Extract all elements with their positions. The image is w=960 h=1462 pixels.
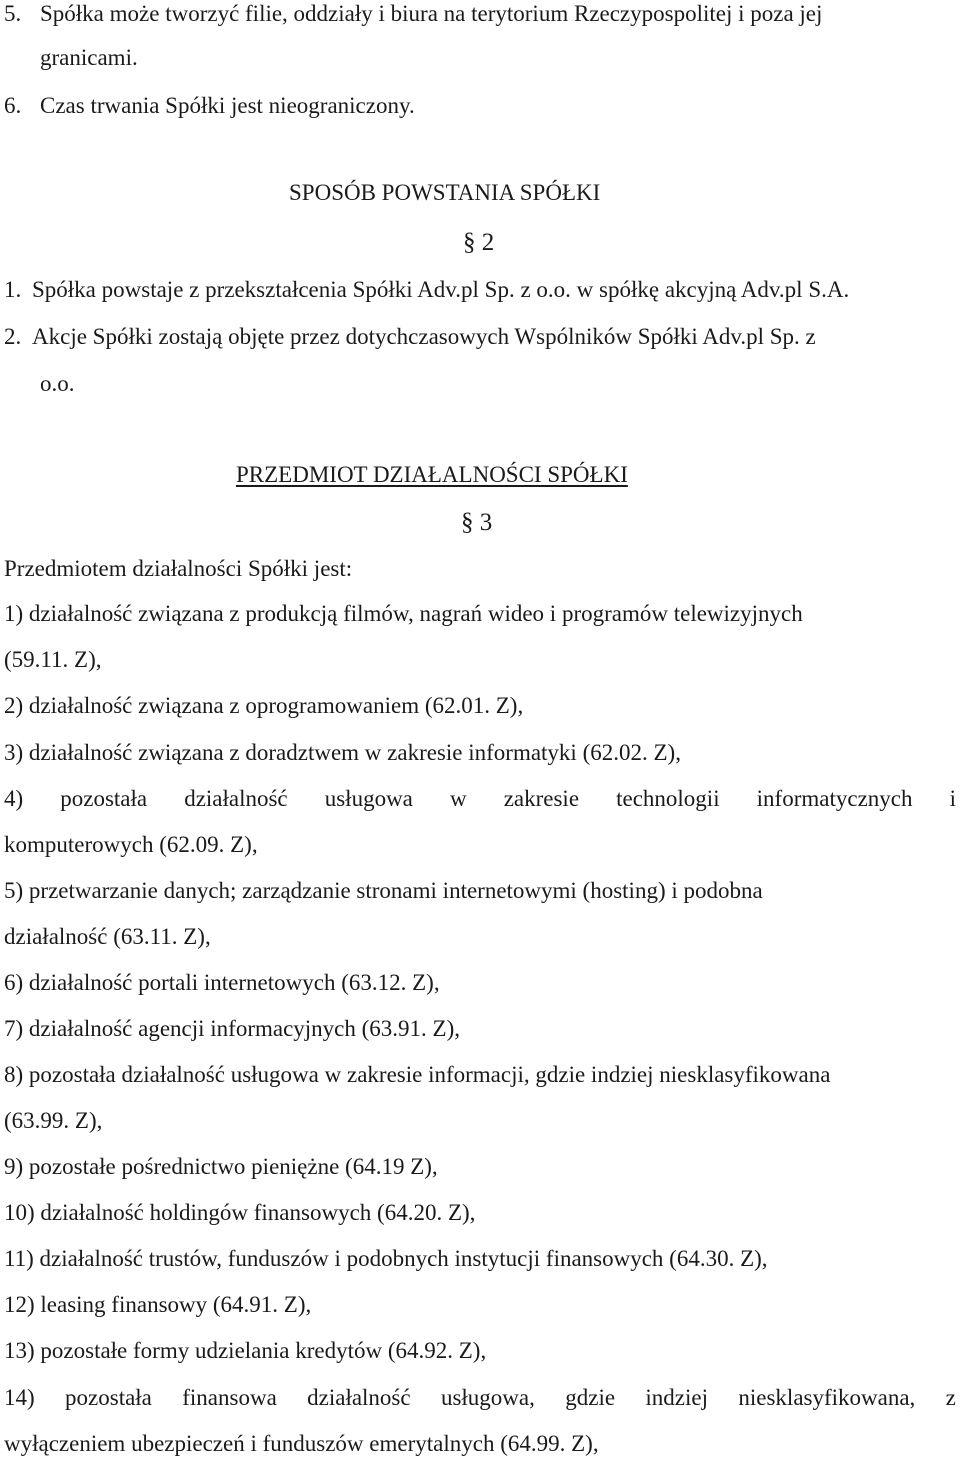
list-item-line: (63.99. Z), [4,1108,103,1133]
justified-word: pozostała [60,786,148,811]
justified-word: w [449,786,467,811]
s2-item-2-number: 2. [4,324,22,349]
justified-word: finansowa [182,1385,277,1410]
section-3-sign: § 3 [461,509,493,536]
list-item-line-justified [4,1384,956,1412]
item-5-line-2: granicami. [40,45,138,70]
list-item-line: 3) działalność związana z doradztwem w zakresie informatyki (62.02. Z), [4,740,681,765]
s2-item-2-line-2: o.o. [40,371,75,396]
list-item-line-justified [4,785,956,813]
list-item-line: 6) działalność portali internetowych (63.12. Z), [4,970,440,995]
list-item-line: 5) przetwarzanie danych; zarządzanie stronami internetowymi (hosting) i podobna [4,878,763,903]
section-2-title: SPOSÓB POWSTANIA SPÓŁKI [289,180,601,205]
section-3-lead: Przedmiotem działalności Spółki jest: [4,556,353,581]
list-item-line: 7) działalność agencji informacyjnych (63.91. Z), [4,1016,461,1041]
justified-word: z [945,1385,956,1410]
justified-word: indziej [645,1385,709,1410]
justified-word: zakresie [503,786,580,811]
list-item-line: 8) pozostała działalność usługowa w zakresie informacji, gdzie indziej niesklasyfikowana [4,1062,831,1087]
justified-word: pozostała [65,1385,152,1410]
section-2-sign: § 2 [463,229,495,256]
list-item-line: wyłączeniem ubezpieczeń i funduszów emerytalnych (64.99. Z), [4,1431,599,1456]
justified-word: usługowa [324,786,413,811]
item-5-line-1: Spółka może tworzyć filie, oddziały i biura na terytorium Rzeczypospolitej i poza jej [40,1,823,26]
justified-word: i [949,786,956,811]
justified-word: 4) [4,786,24,811]
s2-item-1-text: Spółka powstaje z przekształcenia Spółki Adv.pl Sp. z o.o. w spółkę akcyjną Adv.pl S.A. [32,277,850,302]
justified-word: gdzie [565,1385,616,1410]
item-5-number: 5. [4,1,22,26]
s2-item-1-number: 1. [4,277,22,302]
justified-word: 14) [4,1385,35,1410]
list-item-line: 11) działalność trustów, funduszów i podobnych instytucji finansowych (64.30. Z), [4,1246,768,1271]
item-6-number: 6. [4,93,22,118]
list-item-line: (59.11. Z), [4,647,102,672]
justified-word: niesklasyfikowana, [738,1385,916,1410]
justified-word: technologii [616,786,720,811]
list-item-line: 1) działalność związana z produkcją filmów, nagrań wideo i programów telewizyjnych [4,601,803,626]
justified-word: usługowa, [440,1385,535,1410]
list-item-line: 12) leasing finansowy (64.91. Z), [4,1292,312,1317]
s2-item-2-line-1: Akcje Spółki zostają objęte przez dotychczasowych Wspólników Spółki Adv.pl Sp. z [32,324,816,349]
justified-word: działalność [307,1385,411,1410]
justified-word: działalność [184,786,288,811]
list-item-line: 13) pozostałe formy udzielania kredytów (64.92. Z), [4,1338,487,1363]
section-3-title: PRZEDMIOT DZIAŁALNOŚCI SPÓŁKI [236,462,628,487]
item-6-text: Czas trwania Spółki jest nieograniczony. [40,93,415,118]
list-item-line: 10) działalność holdingów finansowych (64.20. Z), [4,1200,476,1225]
list-item-line: 9) pozostałe pośrednictwo pieniężne (64.19 Z), [4,1154,438,1179]
list-item-line: 2) działalność związana z oprogramowaniem (62.01. Z), [4,693,524,718]
list-item-line: działalność (63.11. Z), [4,924,211,949]
list-item-line: komputerowych (62.09. Z), [4,832,258,857]
justified-word: informatycznych [756,786,913,811]
